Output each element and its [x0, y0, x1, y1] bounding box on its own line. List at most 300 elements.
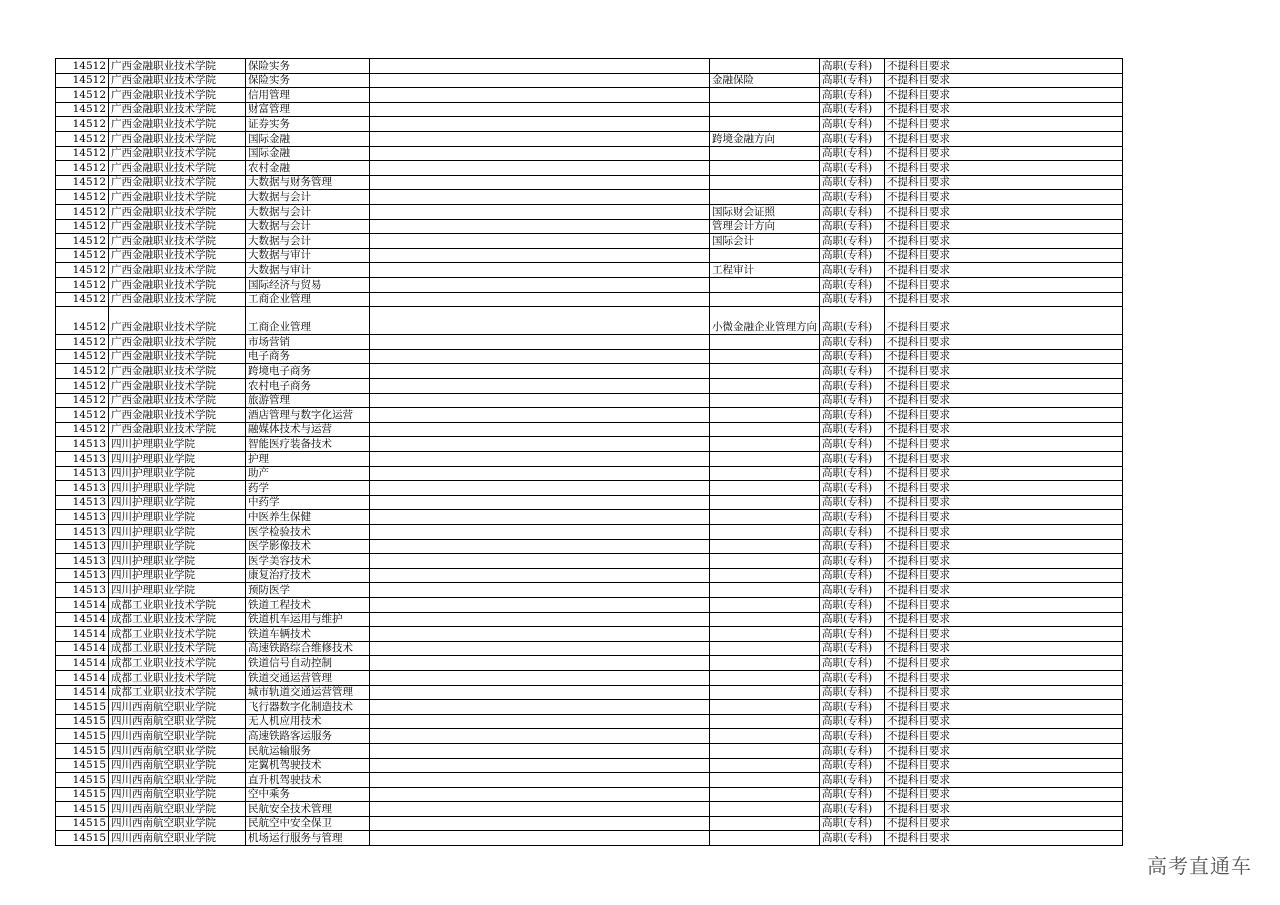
school-name-cell: 广西金融职业技术学院	[109, 335, 246, 350]
level-cell: 高职(专科)	[820, 73, 885, 88]
table-row	[56, 743, 1123, 758]
level-cell: 高职(专科)	[820, 59, 885, 74]
direction-cell	[710, 758, 820, 773]
note-cell	[370, 393, 710, 408]
school-name-cell: 四川西南航空职业学院	[109, 802, 246, 817]
school-name-cell: 广西金融职业技术学院	[109, 102, 246, 117]
school-code-cell: 14514	[56, 641, 109, 656]
school-name-cell: 四川护理职业学院	[109, 568, 246, 583]
school-name-cell: 广西金融职业技术学院	[109, 408, 246, 423]
table-row	[56, 349, 1123, 364]
subject-requirement-cell: 不提科目要求	[885, 685, 1123, 700]
subject-requirement-cell: 不提科目要求	[885, 466, 1123, 481]
subject-requirement-cell: 不提科目要求	[885, 641, 1123, 656]
major-name-cell: 民航空中安全保卫	[246, 816, 370, 831]
table-row	[56, 816, 1123, 831]
school-code-cell: 14513	[56, 583, 109, 598]
school-name-cell: 成都工业职业技术学院	[109, 612, 246, 627]
major-name-cell: 助产	[246, 466, 370, 481]
subject-requirement-cell: 不提科目要求	[885, 393, 1123, 408]
level-cell: 高职(专科)	[820, 364, 885, 379]
subject-requirement-cell: 不提科目要求	[885, 700, 1123, 715]
note-cell	[370, 102, 710, 117]
school-name-cell: 广西金融职业技术学院	[109, 131, 246, 146]
subject-requirement-cell: 不提科目要求	[885, 73, 1123, 88]
table-row	[56, 568, 1123, 583]
table-row	[56, 495, 1123, 510]
school-code-cell: 14514	[56, 670, 109, 685]
major-name-cell: 医学美容技术	[246, 554, 370, 569]
school-code-cell: 14515	[56, 802, 109, 817]
school-code-cell: 14512	[56, 263, 109, 278]
direction-cell	[710, 583, 820, 598]
note-cell	[370, 758, 710, 773]
major-name-cell: 智能医疗装备技术	[246, 437, 370, 452]
level-cell: 高职(专科)	[820, 393, 885, 408]
major-name-cell: 跨境电子商务	[246, 364, 370, 379]
subject-requirement-cell: 不提科目要求	[885, 452, 1123, 467]
note-cell	[370, 452, 710, 467]
direction-cell	[710, 685, 820, 700]
school-name-cell: 广西金融职业技术学院	[109, 277, 246, 292]
table-row	[56, 583, 1123, 598]
level-cell: 高职(专科)	[820, 802, 885, 817]
direction-cell	[710, 481, 820, 496]
subject-requirement-cell: 不提科目要求	[885, 190, 1123, 205]
table-row	[56, 481, 1123, 496]
table-row	[56, 292, 1123, 307]
note-cell	[370, 422, 710, 437]
major-name-cell: 保险实务	[246, 73, 370, 88]
subject-requirement-cell: 不提科目要求	[885, 714, 1123, 729]
major-name-cell: 财富管理	[246, 102, 370, 117]
major-name-cell: 信用管理	[246, 88, 370, 103]
school-name-cell: 四川护理职业学院	[109, 525, 246, 540]
table-row	[56, 146, 1123, 161]
school-name-cell: 广西金融职业技术学院	[109, 292, 246, 307]
note-cell	[370, 510, 710, 525]
level-cell: 高职(专科)	[820, 335, 885, 350]
table-row	[56, 525, 1123, 540]
note-cell	[370, 525, 710, 540]
school-code-cell: 14512	[56, 190, 109, 205]
school-code-cell: 14515	[56, 729, 109, 744]
level-cell: 高职(专科)	[820, 131, 885, 146]
subject-requirement-cell: 不提科目要求	[885, 277, 1123, 292]
school-code-cell: 14515	[56, 773, 109, 788]
direction-cell	[710, 190, 820, 205]
subject-requirement-cell: 不提科目要求	[885, 175, 1123, 190]
level-cell: 高职(专科)	[820, 437, 885, 452]
school-name-cell: 四川护理职业学院	[109, 437, 246, 452]
major-name-cell: 空中乘务	[246, 787, 370, 802]
major-name-cell: 证券实务	[246, 117, 370, 132]
table-row	[56, 248, 1123, 263]
subject-requirement-cell: 不提科目要求	[885, 554, 1123, 569]
subject-requirement-cell: 不提科目要求	[885, 117, 1123, 132]
school-code-cell: 14514	[56, 597, 109, 612]
table-row	[56, 364, 1123, 379]
major-name-cell: 大数据与审计	[246, 248, 370, 263]
school-code-cell: 14512	[56, 204, 109, 219]
school-code-cell: 14512	[56, 102, 109, 117]
school-name-cell: 四川西南航空职业学院	[109, 831, 246, 846]
level-cell: 高职(专科)	[820, 641, 885, 656]
subject-requirement-cell: 不提科目要求	[885, 408, 1123, 423]
direction-cell	[710, 729, 820, 744]
direction-cell	[710, 816, 820, 831]
level-cell: 高职(专科)	[820, 787, 885, 802]
school-code-cell: 14514	[56, 612, 109, 627]
school-name-cell: 广西金融职业技术学院	[109, 161, 246, 176]
subject-requirement-cell: 不提科目要求	[885, 568, 1123, 583]
table-row	[56, 700, 1123, 715]
subject-requirement-cell: 不提科目要求	[885, 307, 1123, 335]
direction-cell	[710, 349, 820, 364]
table-row	[56, 452, 1123, 467]
direction-cell	[710, 408, 820, 423]
school-name-cell: 成都工业职业技术学院	[109, 670, 246, 685]
school-code-cell: 14515	[56, 700, 109, 715]
major-name-cell: 融媒体技术与运营	[246, 422, 370, 437]
school-name-cell: 四川护理职业学院	[109, 466, 246, 481]
direction-cell	[710, 831, 820, 846]
table-row	[56, 175, 1123, 190]
school-name-cell: 广西金融职业技术学院	[109, 422, 246, 437]
school-code-cell: 14515	[56, 743, 109, 758]
school-code-cell: 14512	[56, 161, 109, 176]
table-row	[56, 161, 1123, 176]
note-cell	[370, 263, 710, 278]
direction-cell	[710, 773, 820, 788]
school-code-cell: 14512	[56, 379, 109, 394]
level-cell: 高职(专科)	[820, 743, 885, 758]
level-cell: 高职(专科)	[820, 234, 885, 249]
direction-cell	[710, 88, 820, 103]
subject-requirement-cell: 不提科目要求	[885, 787, 1123, 802]
note-cell	[370, 131, 710, 146]
subject-requirement-cell: 不提科目要求	[885, 743, 1123, 758]
table-row	[56, 656, 1123, 671]
major-name-cell: 工商企业管理	[246, 307, 370, 335]
level-cell: 高职(专科)	[820, 656, 885, 671]
school-name-cell: 四川西南航空职业学院	[109, 787, 246, 802]
level-cell: 高职(专科)	[820, 510, 885, 525]
school-code-cell: 14512	[56, 422, 109, 437]
table-row	[56, 685, 1123, 700]
school-name-cell: 广西金融职业技术学院	[109, 364, 246, 379]
level-cell: 高职(专科)	[820, 190, 885, 205]
direction-cell	[710, 277, 820, 292]
table-row	[56, 787, 1123, 802]
direction-cell	[710, 612, 820, 627]
major-name-cell: 铁道交通运营管理	[246, 670, 370, 685]
school-code-cell: 14513	[56, 510, 109, 525]
direction-cell	[710, 495, 820, 510]
level-cell: 高职(专科)	[820, 408, 885, 423]
level-cell: 高职(专科)	[820, 146, 885, 161]
subject-requirement-cell: 不提科目要求	[885, 146, 1123, 161]
direction-cell	[710, 743, 820, 758]
level-cell: 高职(专科)	[820, 452, 885, 467]
school-code-cell: 14513	[56, 568, 109, 583]
note-cell	[370, 175, 710, 190]
major-name-cell: 高速铁路综合维修技术	[246, 641, 370, 656]
direction-cell	[710, 146, 820, 161]
note-cell	[370, 583, 710, 598]
level-cell: 高职(专科)	[820, 466, 885, 481]
direction-cell	[710, 597, 820, 612]
level-cell: 高职(专科)	[820, 219, 885, 234]
direction-cell	[710, 656, 820, 671]
school-code-cell: 14512	[56, 219, 109, 234]
level-cell: 高职(专科)	[820, 379, 885, 394]
school-name-cell: 广西金融职业技术学院	[109, 117, 246, 132]
subject-requirement-cell: 不提科目要求	[885, 364, 1123, 379]
major-name-cell: 保险实务	[246, 59, 370, 74]
school-name-cell: 广西金融职业技术学院	[109, 73, 246, 88]
note-cell	[370, 349, 710, 364]
school-name-cell: 广西金融职业技术学院	[109, 349, 246, 364]
subject-requirement-cell: 不提科目要求	[885, 539, 1123, 554]
note-cell	[370, 539, 710, 554]
direction-cell	[710, 714, 820, 729]
note-cell	[370, 831, 710, 846]
school-code-cell: 14513	[56, 481, 109, 496]
subject-requirement-cell: 不提科目要求	[885, 204, 1123, 219]
level-cell: 高职(专科)	[820, 307, 885, 335]
note-cell	[370, 743, 710, 758]
note-cell	[370, 190, 710, 205]
level-cell: 高职(专科)	[820, 277, 885, 292]
note-cell	[370, 408, 710, 423]
table-row	[56, 773, 1123, 788]
subject-requirement-cell: 不提科目要求	[885, 263, 1123, 278]
note-cell	[370, 656, 710, 671]
school-name-cell: 成都工业职业技术学院	[109, 597, 246, 612]
school-code-cell: 14513	[56, 554, 109, 569]
level-cell: 高职(专科)	[820, 175, 885, 190]
note-cell	[370, 379, 710, 394]
major-name-cell: 农村电子商务	[246, 379, 370, 394]
major-name-cell: 酒店管理与数字化运营	[246, 408, 370, 423]
major-name-cell: 中医养生保健	[246, 510, 370, 525]
table-row	[56, 219, 1123, 234]
major-name-cell: 药学	[246, 481, 370, 496]
level-cell: 高职(专科)	[820, 597, 885, 612]
subject-requirement-cell: 不提科目要求	[885, 335, 1123, 350]
school-code-cell: 14512	[56, 59, 109, 74]
school-name-cell: 四川护理职业学院	[109, 495, 246, 510]
note-cell	[370, 714, 710, 729]
direction-cell	[710, 422, 820, 437]
major-name-cell: 工商企业管理	[246, 292, 370, 307]
major-name-cell: 国际经济与贸易	[246, 277, 370, 292]
school-code-cell: 14512	[56, 248, 109, 263]
school-code-cell: 14513	[56, 539, 109, 554]
table-row	[56, 393, 1123, 408]
major-name-cell: 国际金融	[246, 146, 370, 161]
direction-cell: 国际财会证照	[710, 204, 820, 219]
school-name-cell: 广西金融职业技术学院	[109, 59, 246, 74]
note-cell	[370, 204, 710, 219]
table-row	[56, 190, 1123, 205]
direction-cell: 工程审计	[710, 263, 820, 278]
note-cell	[370, 335, 710, 350]
major-name-cell: 铁道信号自动控制	[246, 656, 370, 671]
school-code-cell: 14512	[56, 349, 109, 364]
school-name-cell: 四川西南航空职业学院	[109, 743, 246, 758]
school-name-cell: 广西金融职业技术学院	[109, 88, 246, 103]
school-code-cell: 14512	[56, 408, 109, 423]
table-row	[56, 612, 1123, 627]
subject-requirement-cell: 不提科目要求	[885, 583, 1123, 598]
major-name-cell: 直升机驾驶技术	[246, 773, 370, 788]
table-row	[56, 714, 1123, 729]
note-cell	[370, 292, 710, 307]
note-cell	[370, 729, 710, 744]
table-row	[56, 263, 1123, 278]
subject-requirement-cell: 不提科目要求	[885, 481, 1123, 496]
school-code-cell: 14512	[56, 146, 109, 161]
table-row	[56, 131, 1123, 146]
level-cell: 高职(专科)	[820, 627, 885, 642]
school-code-cell: 14513	[56, 466, 109, 481]
major-name-cell: 大数据与会计	[246, 190, 370, 205]
major-name-cell: 铁道车辆技术	[246, 627, 370, 642]
subject-requirement-cell: 不提科目要求	[885, 597, 1123, 612]
major-name-cell: 飞行器数字化制造技术	[246, 700, 370, 715]
note-cell	[370, 437, 710, 452]
note-cell	[370, 597, 710, 612]
major-name-cell: 医学影像技术	[246, 539, 370, 554]
major-name-cell: 预防医学	[246, 583, 370, 598]
table-row	[56, 831, 1123, 846]
level-cell: 高职(专科)	[820, 670, 885, 685]
school-name-cell: 成都工业职业技术学院	[109, 627, 246, 642]
subject-requirement-cell: 不提科目要求	[885, 670, 1123, 685]
direction-cell	[710, 510, 820, 525]
subject-requirement-cell: 不提科目要求	[885, 292, 1123, 307]
table-row	[56, 88, 1123, 103]
note-cell	[370, 248, 710, 263]
school-code-cell: 14515	[56, 816, 109, 831]
direction-cell	[710, 627, 820, 642]
level-cell: 高职(专科)	[820, 714, 885, 729]
school-code-cell: 14512	[56, 88, 109, 103]
subject-requirement-cell: 不提科目要求	[885, 495, 1123, 510]
note-cell	[370, 466, 710, 481]
school-code-cell: 14512	[56, 131, 109, 146]
note-cell	[370, 700, 710, 715]
table-row	[56, 729, 1123, 744]
table-row	[56, 408, 1123, 423]
direction-cell	[710, 787, 820, 802]
subject-requirement-cell: 不提科目要求	[885, 627, 1123, 642]
subject-requirement-cell: 不提科目要求	[885, 802, 1123, 817]
note-cell	[370, 495, 710, 510]
level-cell: 高职(专科)	[820, 816, 885, 831]
direction-cell	[710, 466, 820, 481]
major-name-cell: 高速铁路客运服务	[246, 729, 370, 744]
level-cell: 高职(专科)	[820, 568, 885, 583]
note-cell	[370, 627, 710, 642]
table-body	[56, 59, 1123, 846]
note-cell	[370, 364, 710, 379]
direction-cell	[710, 102, 820, 117]
school-name-cell: 广西金融职业技术学院	[109, 248, 246, 263]
table-row	[56, 627, 1123, 642]
table-row	[56, 102, 1123, 117]
school-code-cell: 14514	[56, 685, 109, 700]
major-name-cell: 机场运行服务与管理	[246, 831, 370, 846]
note-cell	[370, 481, 710, 496]
level-cell: 高职(专科)	[820, 539, 885, 554]
subject-requirement-cell: 不提科目要求	[885, 437, 1123, 452]
level-cell: 高职(专科)	[820, 161, 885, 176]
table-row	[56, 379, 1123, 394]
subject-requirement-cell: 不提科目要求	[885, 422, 1123, 437]
direction-cell	[710, 248, 820, 263]
table-row	[56, 59, 1123, 74]
direction-cell	[710, 335, 820, 350]
major-name-cell: 定翼机驾驶技术	[246, 758, 370, 773]
level-cell: 高职(专科)	[820, 554, 885, 569]
table-row	[56, 437, 1123, 452]
school-code-cell: 14513	[56, 495, 109, 510]
school-name-cell: 广西金融职业技术学院	[109, 307, 246, 335]
note-cell	[370, 234, 710, 249]
level-cell: 高职(专科)	[820, 685, 885, 700]
subject-requirement-cell: 不提科目要求	[885, 248, 1123, 263]
school-name-cell: 广西金融职业技术学院	[109, 175, 246, 190]
level-cell: 高职(专科)	[820, 263, 885, 278]
major-name-cell: 大数据与会计	[246, 204, 370, 219]
direction-cell	[710, 292, 820, 307]
major-name-cell: 国际金融	[246, 131, 370, 146]
direction-cell	[710, 554, 820, 569]
table-row	[56, 802, 1123, 817]
school-name-cell: 四川西南航空职业学院	[109, 714, 246, 729]
direction-cell	[710, 568, 820, 583]
table-row	[56, 466, 1123, 481]
level-cell: 高职(专科)	[820, 583, 885, 598]
note-cell	[370, 146, 710, 161]
level-cell: 高职(专科)	[820, 422, 885, 437]
table-row	[56, 510, 1123, 525]
level-cell: 高职(专科)	[820, 525, 885, 540]
direction-cell	[710, 539, 820, 554]
school-code-cell: 14513	[56, 452, 109, 467]
major-name-cell: 民航运输服务	[246, 743, 370, 758]
level-cell: 高职(专科)	[820, 248, 885, 263]
school-code-cell: 14513	[56, 525, 109, 540]
school-code-cell: 14512	[56, 364, 109, 379]
major-name-cell: 护理	[246, 452, 370, 467]
school-name-cell: 成都工业职业技术学院	[109, 656, 246, 671]
note-cell	[370, 773, 710, 788]
direction-cell: 管理会计方向	[710, 219, 820, 234]
major-name-cell: 医学检验技术	[246, 525, 370, 540]
subject-requirement-cell: 不提科目要求	[885, 161, 1123, 176]
direction-cell	[710, 700, 820, 715]
direction-cell	[710, 161, 820, 176]
direction-cell: 小微金融企业管理方向	[710, 307, 820, 335]
watermark-text: 高考直通车	[1147, 854, 1252, 878]
table-row	[56, 335, 1123, 350]
level-cell: 高职(专科)	[820, 831, 885, 846]
note-cell	[370, 802, 710, 817]
